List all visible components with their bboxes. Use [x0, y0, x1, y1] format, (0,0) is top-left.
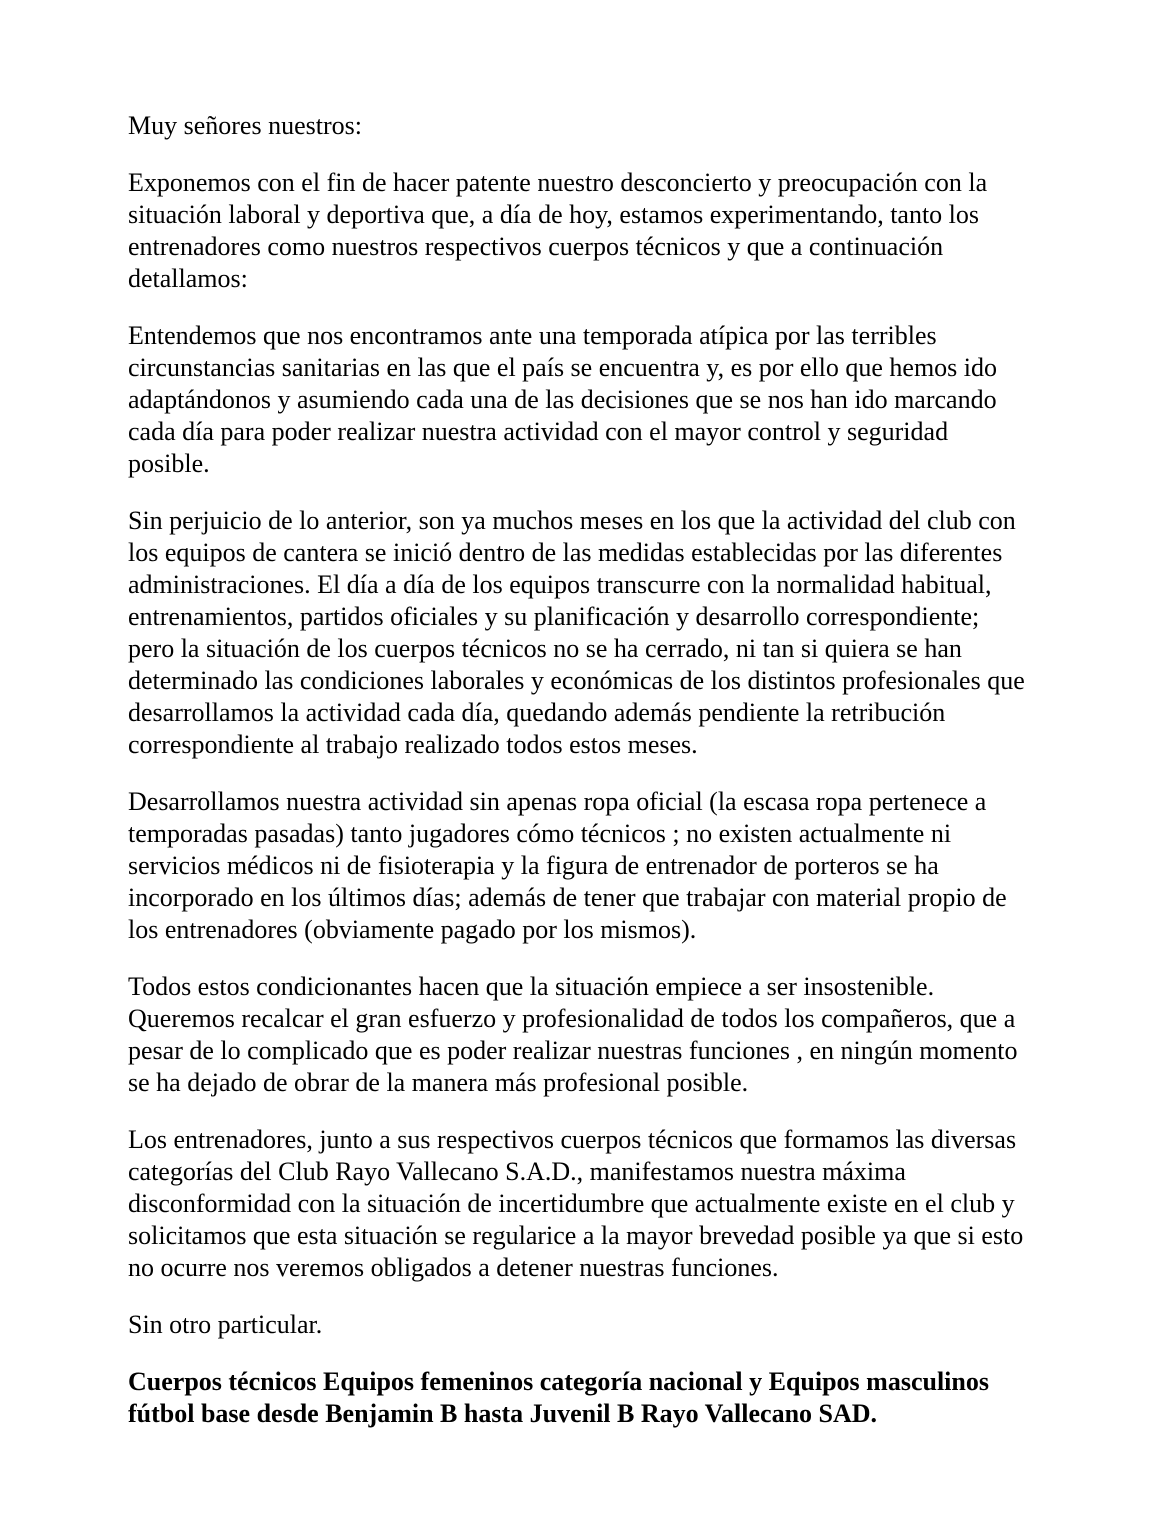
paragraph-exposition: Exponemos con el fin de hacer patente nuestro desconcierto y preocupación con la situación laboral y deportiva que, a día de hoy, estamos experimentando, tanto los entrenadores como nuestros respectivos cuerpos técnicos y que a continuación detallamos:: [128, 168, 988, 293]
closing: Sin otro particular.: [128, 1310, 323, 1339]
paragraph-demand: Los entrenadores, junto a sus respectivos cuerpos técnicos que formamos las diversas categorías del Club Rayo Vallecano S.A.D., manifestamos nuestra máxima disconformidad con la situación de incertidumbre que actualmente existe en el club y solicitamos que esta situación se regularice a la mayor brevedad posible ya que si esto no ocurre nos veremos obligados a detener nuestras funciones.: [128, 1125, 1024, 1282]
signature: Cuerpos técnicos Equipos femeninos categoría nacional y Equipos masculinos fútbol base desde Benjamin B hasta Juvenil B Rayo Vallecano SAD.: [128, 1367, 989, 1428]
paragraph-equipment-issues: Desarrollamos nuestra actividad sin apenas ropa oficial (la escasa ropa pertenece a temporadas pasadas) tanto jugadores cómo técnicos ; no existen actualmente ni servicios médicos ni de fisioterapia y la figura de entrenador de porteros se ha incorporado en los últimos días; además de tener que trabajar con material propio de los entrenadores (obviamente pagado por los mismos).: [128, 787, 1007, 944]
paragraph-season-context: Entendemos que nos encontramos ante una temporada atípica por las terribles circunstancias sanitarias en las que el país se encuentra y, es por ello que hemos ido adaptándonos y asumiendo cada una de las decisiones que se nos han ido marcando cada día para poder realizar nuestra actividad con el mayor control y seguridad posible.: [128, 321, 998, 478]
salutation: Muy señores nuestros:: [128, 111, 362, 140]
paragraph-working-conditions: Sin perjuicio de lo anterior, son ya muchos meses en los que la actividad del club con los equipos de cantera se inició dentro de las medidas establecidas por las diferentes administraciones. El día a día de los equipos transcurre con la normalidad habitual, entrenamientos, partidos oficiales y su planificación y desarrollo correspondiente; pero la situación de los cuerpos técnicos no se ha cerrado, ni tan si quiera se han determinado las condiciones laborales y económicas de los distintos profesionales que desarrollamos la actividad cada día, quedando además pendiente la retribución correspondiente al trabajo realizado todos estos meses.: [128, 506, 1025, 759]
paragraph-untenable-situation: Todos estos condicionantes hacen que la situación empiece a ser insostenible. Queremos recalcar el gran esfuerzo y profesionalidad de todos los compañeros, que a pesar de lo complicado que es poder realizar nuestras funciones , en ningún momento se ha dejado de obrar de la manera más profesional posible.: [128, 972, 1018, 1097]
